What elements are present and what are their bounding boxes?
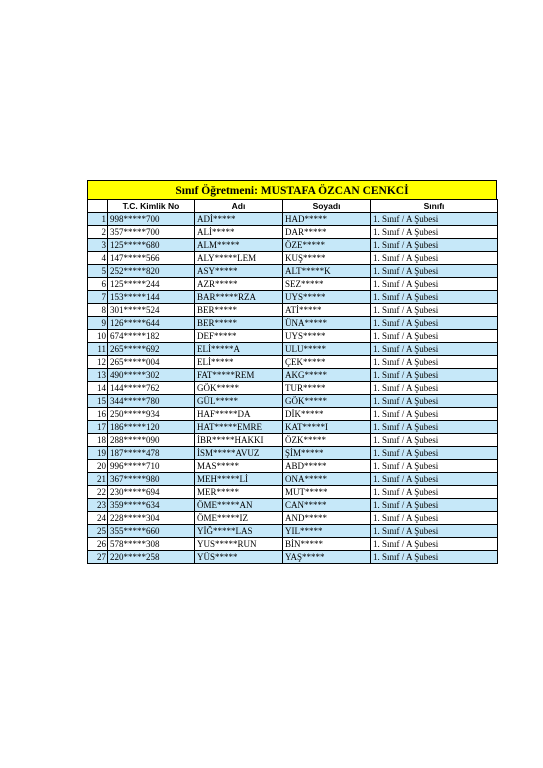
last-name-cell: BİN*****	[283, 538, 371, 551]
table-row	[88, 356, 498, 369]
row-number: 21	[88, 473, 108, 486]
class-cell: 1. Sınıf / A Şubesi	[371, 525, 498, 538]
last-name-cell: ONA*****	[283, 473, 371, 486]
class-cell: 1. Sınıf / A Şubesi	[371, 252, 498, 265]
tc-kimlik-cell: 578*****308	[108, 538, 195, 551]
tc-kimlik-cell: 125*****680	[108, 239, 195, 252]
first-name-cell: BER*****	[195, 304, 283, 317]
tc-kimlik-cell: 998*****700	[108, 213, 195, 226]
sheet-title: Sınıf Öğretmeni: MUSTAFA ÖZCAN CENKCİ	[87, 180, 497, 200]
student-table	[87, 199, 498, 564]
tc-kimlik-cell: 220*****258	[108, 551, 195, 564]
tc-kimlik-cell: 125*****244	[108, 278, 195, 291]
last-name-cell: KUŞ*****	[283, 252, 371, 265]
first-name-cell: ASY*****	[195, 265, 283, 278]
class-cell: 1. Sınıf / A Şubesi	[371, 486, 498, 499]
first-name-cell: MER*****	[195, 486, 283, 499]
last-name-cell: ALT*****K	[283, 265, 371, 278]
tc-kimlik-cell: 265*****692	[108, 343, 195, 356]
row-number: 14	[88, 382, 108, 395]
last-name-cell: ÇEK*****	[283, 356, 371, 369]
last-name-cell: DİK*****	[283, 408, 371, 421]
last-name-cell: SEZ*****	[283, 278, 371, 291]
first-name-cell: ELİ*****	[195, 356, 283, 369]
table-row	[88, 330, 498, 343]
tc-kimlik-cell: 367*****980	[108, 473, 195, 486]
class-cell: 1. Sınıf / A Şubesi	[371, 512, 498, 525]
table-row	[88, 421, 498, 434]
class-cell: 1. Sınıf / A Şubesi	[371, 317, 498, 330]
tc-kimlik-cell: 288*****090	[108, 434, 195, 447]
last-name-cell: KAT*****I	[283, 421, 371, 434]
row-number: 24	[88, 512, 108, 525]
first-name-cell: ALİ*****	[195, 226, 283, 239]
table-row	[88, 551, 498, 564]
row-number: 26	[88, 538, 108, 551]
header-class: Sınıfı	[371, 200, 498, 213]
row-number: 16	[88, 408, 108, 421]
table-row	[88, 317, 498, 330]
table-row	[88, 252, 498, 265]
table-row	[88, 538, 498, 551]
row-number: 11	[88, 343, 108, 356]
tc-kimlik-cell: 996*****710	[108, 460, 195, 473]
table-row	[88, 447, 498, 460]
class-cell: 1. Sınıf / A Şubesi	[371, 304, 498, 317]
class-cell: 1. Sınıf / A Şubesi	[371, 291, 498, 304]
student-list-sheet	[87, 180, 497, 564]
table-row	[88, 473, 498, 486]
table-row	[88, 343, 498, 356]
last-name-cell: YIL*****	[283, 525, 371, 538]
tc-kimlik-cell: 250*****934	[108, 408, 195, 421]
table-row	[88, 226, 498, 239]
tc-kimlik-cell: 228*****304	[108, 512, 195, 525]
row-number: 3	[88, 239, 108, 252]
tc-kimlik-cell: 230*****694	[108, 486, 195, 499]
table-row	[88, 499, 498, 512]
first-name-cell: MAS*****	[195, 460, 283, 473]
first-name-cell: YÜS*****	[195, 551, 283, 564]
row-number: 10	[88, 330, 108, 343]
header-index	[88, 200, 108, 213]
table-row	[88, 512, 498, 525]
row-number: 13	[88, 369, 108, 382]
tc-kimlik-cell: 187*****478	[108, 447, 195, 460]
row-number: 2	[88, 226, 108, 239]
row-number: 4	[88, 252, 108, 265]
class-cell: 1. Sınıf / A Şubesi	[371, 538, 498, 551]
last-name-cell: ÜNA*****	[283, 317, 371, 330]
tc-kimlik-cell: 186*****120	[108, 421, 195, 434]
first-name-cell: AZR*****	[195, 278, 283, 291]
class-cell: 1. Sınıf / A Şubesi	[371, 551, 498, 564]
class-cell: 1. Sınıf / A Şubesi	[371, 369, 498, 382]
row-number: 17	[88, 421, 108, 434]
tc-kimlik-cell: 265*****004	[108, 356, 195, 369]
table-row	[88, 291, 498, 304]
header-last-name: Soyadı	[283, 200, 371, 213]
first-name-cell: YİĞ*****LAS	[195, 525, 283, 538]
last-name-cell: UYS*****	[283, 330, 371, 343]
row-number: 27	[88, 551, 108, 564]
tc-kimlik-cell: 357*****700	[108, 226, 195, 239]
table-row	[88, 460, 498, 473]
first-name-cell: ADİ*****	[195, 213, 283, 226]
tc-kimlik-cell: 490*****302	[108, 369, 195, 382]
last-name-cell: AKG*****	[283, 369, 371, 382]
class-cell: 1. Sınıf / A Şubesi	[371, 421, 498, 434]
first-name-cell: YUS*****RUN	[195, 538, 283, 551]
last-name-cell: MUT*****	[283, 486, 371, 499]
tc-kimlik-cell: 144*****762	[108, 382, 195, 395]
tc-kimlik-cell: 252*****820	[108, 265, 195, 278]
tc-kimlik-cell: 359*****634	[108, 499, 195, 512]
first-name-cell: İSM*****AVUZ	[195, 447, 283, 460]
table-row	[88, 304, 498, 317]
first-name-cell: HAF*****DA	[195, 408, 283, 421]
table-row	[88, 486, 498, 499]
first-name-cell: MEH*****Lİ	[195, 473, 283, 486]
last-name-cell: YAŞ*****	[283, 551, 371, 564]
table-row	[88, 278, 498, 291]
first-name-cell: HAT*****EMRE	[195, 421, 283, 434]
table-row	[88, 408, 498, 421]
last-name-cell: ABD*****	[283, 460, 371, 473]
row-number: 20	[88, 460, 108, 473]
row-number: 1	[88, 213, 108, 226]
row-number: 6	[88, 278, 108, 291]
last-name-cell: UYS*****	[283, 291, 371, 304]
row-number: 18	[88, 434, 108, 447]
class-cell: 1. Sınıf / A Şubesi	[371, 213, 498, 226]
first-name-cell: ALM*****	[195, 239, 283, 252]
class-cell: 1. Sınıf / A Şubesi	[371, 434, 498, 447]
first-name-cell: BER*****	[195, 317, 283, 330]
first-name-cell: FAT*****REM	[195, 369, 283, 382]
first-name-cell: İBR*****HAKKI	[195, 434, 283, 447]
first-name-cell: ALY*****LEM	[195, 252, 283, 265]
class-cell: 1. Sınıf / A Şubesi	[371, 473, 498, 486]
last-name-cell: ŞİM*****	[283, 447, 371, 460]
class-cell: 1. Sınıf / A Şubesi	[371, 460, 498, 473]
table-row	[88, 265, 498, 278]
header-row	[88, 200, 498, 213]
row-number: 8	[88, 304, 108, 317]
row-number: 5	[88, 265, 108, 278]
class-cell: 1. Sınıf / A Şubesi	[371, 226, 498, 239]
tc-kimlik-cell: 126*****644	[108, 317, 195, 330]
table-row	[88, 434, 498, 447]
first-name-cell: ELİ*****A	[195, 343, 283, 356]
row-number: 9	[88, 317, 108, 330]
first-name-cell: BAR*****RZA	[195, 291, 283, 304]
class-cell: 1. Sınıf / A Şubesi	[371, 408, 498, 421]
last-name-cell: DAR*****	[283, 226, 371, 239]
first-name-cell: ÖME*****IZ	[195, 512, 283, 525]
row-number: 7	[88, 291, 108, 304]
header-tc-no: T.C. Kimlik No	[108, 200, 195, 213]
class-cell: 1. Sınıf / A Şubesi	[371, 343, 498, 356]
last-name-cell: ULU*****	[283, 343, 371, 356]
table-row	[88, 213, 498, 226]
class-cell: 1. Sınıf / A Şubesi	[371, 395, 498, 408]
tc-kimlik-cell: 301*****524	[108, 304, 195, 317]
class-cell: 1. Sınıf / A Şubesi	[371, 330, 498, 343]
row-number: 23	[88, 499, 108, 512]
table-row	[88, 382, 498, 395]
class-cell: 1. Sınıf / A Şubesi	[371, 356, 498, 369]
last-name-cell: TUR*****	[283, 382, 371, 395]
class-cell: 1. Sınıf / A Şubesi	[371, 382, 498, 395]
tc-kimlik-cell: 344*****780	[108, 395, 195, 408]
row-number: 19	[88, 447, 108, 460]
tc-kimlik-cell: 147*****566	[108, 252, 195, 265]
last-name-cell: HAD*****	[283, 213, 371, 226]
row-number: 25	[88, 525, 108, 538]
last-name-cell: GÖK*****	[283, 395, 371, 408]
first-name-cell: GÜL*****	[195, 395, 283, 408]
tc-kimlik-cell: 153*****144	[108, 291, 195, 304]
tc-kimlik-cell: 674*****182	[108, 330, 195, 343]
header-first-name: Adı	[195, 200, 283, 213]
class-cell: 1. Sınıf / A Şubesi	[371, 278, 498, 291]
class-cell: 1. Sınıf / A Şubesi	[371, 265, 498, 278]
last-name-cell: ATİ*****	[283, 304, 371, 317]
first-name-cell: GÖK*****	[195, 382, 283, 395]
row-number: 22	[88, 486, 108, 499]
row-number: 12	[88, 356, 108, 369]
last-name-cell: AND*****	[283, 512, 371, 525]
table-row	[88, 525, 498, 538]
class-cell: 1. Sınıf / A Şubesi	[371, 239, 498, 252]
first-name-cell: ÖME*****AN	[195, 499, 283, 512]
last-name-cell: ÖZK*****	[283, 434, 371, 447]
last-name-cell: ÖZE*****	[283, 239, 371, 252]
table-row	[88, 395, 498, 408]
table-row	[88, 369, 498, 382]
class-cell: 1. Sınıf / A Şubesi	[371, 447, 498, 460]
class-cell: 1. Sınıf / A Şubesi	[371, 499, 498, 512]
first-name-cell: DEF*****	[195, 330, 283, 343]
table-row	[88, 239, 498, 252]
last-name-cell: CAN*****	[283, 499, 371, 512]
tc-kimlik-cell: 355*****660	[108, 525, 195, 538]
row-number: 15	[88, 395, 108, 408]
